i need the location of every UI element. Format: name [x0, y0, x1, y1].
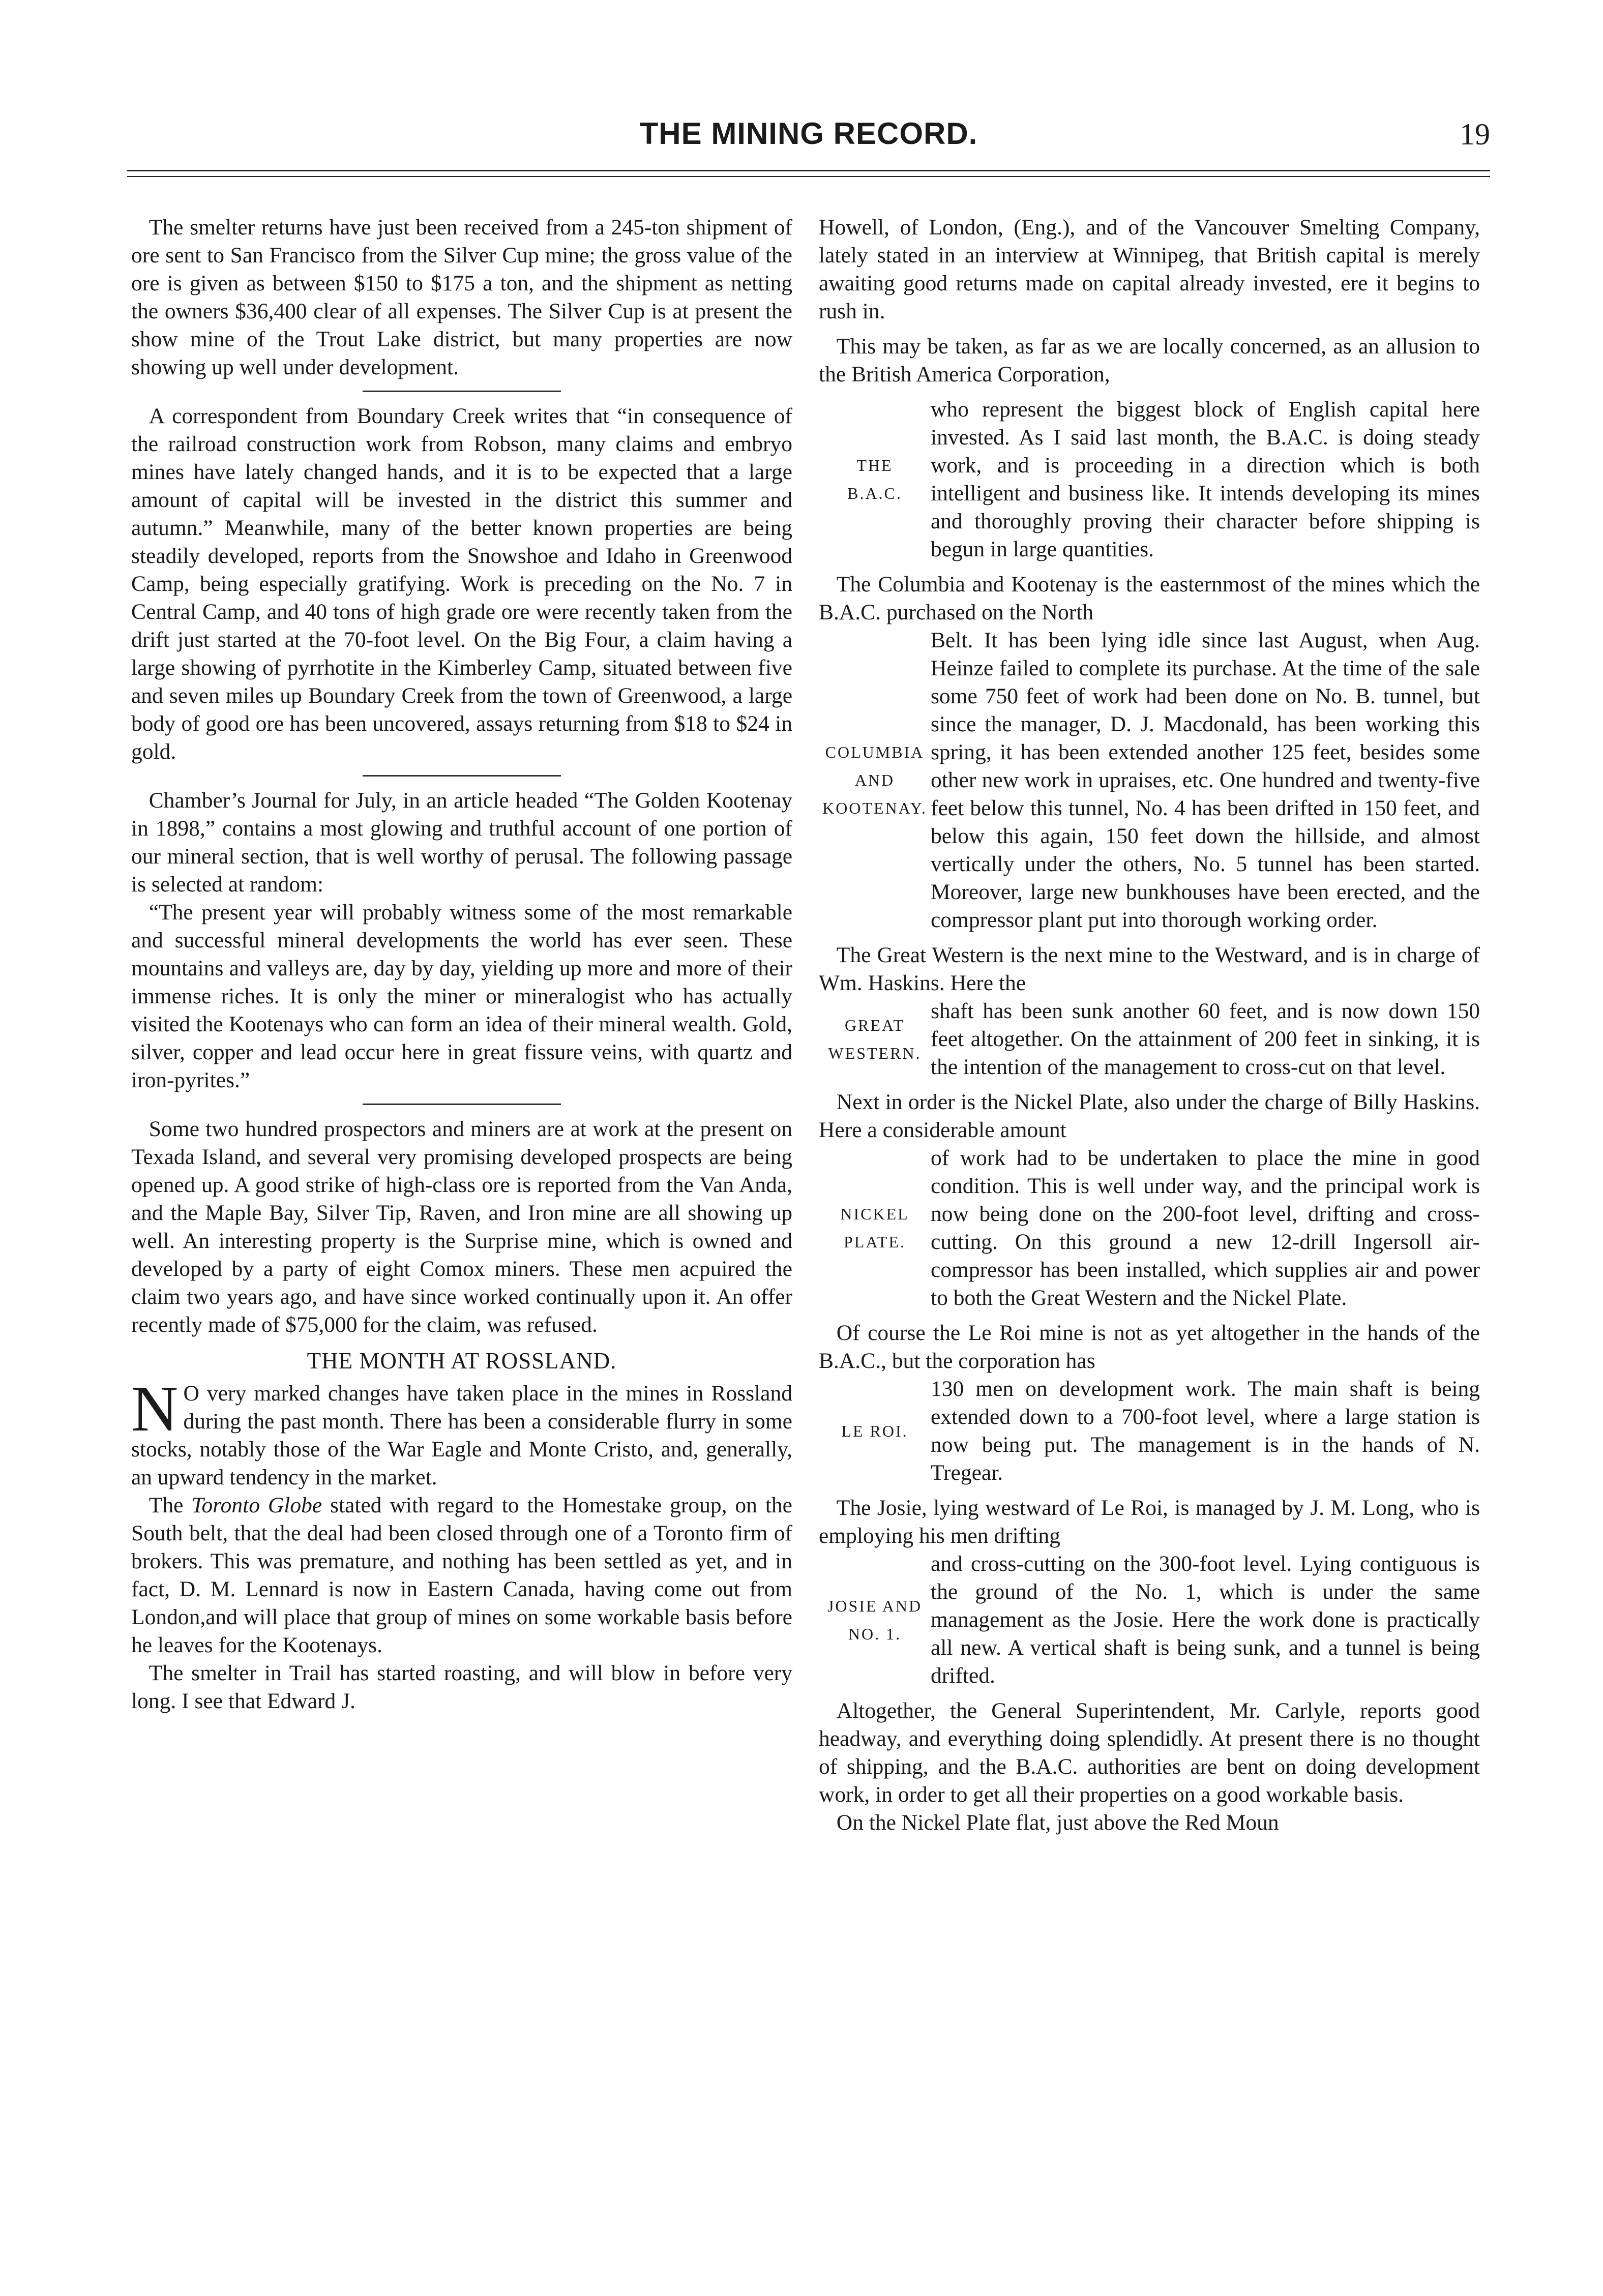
paragraph-nickel-plate-intro: Next in order is the Nickel Plate, also under the charge of Billy Haskins. Here a considerable amount — [819, 1090, 1480, 1142]
newspaper-name: Toronto Globe — [191, 1493, 322, 1517]
side-heading-line: NICKEL — [840, 1205, 909, 1223]
side-heading-line: JOSIE AND — [827, 1596, 923, 1615]
side-heading-line: PLATE. — [844, 1233, 906, 1251]
side-heading-line: THE — [856, 456, 893, 474]
paragraph-carlyle: Altogether, the General Superintendent, Mr. Carlyle, reports good headway, and everything doing splendidly. At present there is no thought of shipping, and the B.A.C. authorities are bent on doing development work, in order to get all their properties on a good workable basis. — [819, 1698, 1480, 1807]
paragraph-great-western-intro: The Great Western is the next mine to the Westward, and is in charge of Wm. Haskins. Here the — [819, 943, 1480, 995]
text-run: stated with regard to the Homestake group, on the South belt, that the deal had been closed through one of a Toronto firm of brokers. This was premature, and nothing has been settled as yet, and in fact, D. M. Lennard is now in Eastern Canada, having come out from London,and will place that group of mines on some workable basis before he leaves for the Kootenays. — [131, 1493, 792, 1657]
side-heading-line: GREAT — [844, 1016, 905, 1034]
side-heading-line: LE ROI. — [841, 1421, 908, 1440]
side-heading-le-roi — [819, 1375, 931, 1487]
journal-title: THE MINING RECORD. — [639, 116, 978, 151]
side-heading-line: B.A.C. — [847, 484, 902, 502]
paragraph-howell: Howell, of London, (Eng.), and of the Vancouver Smelting Company, lately stated in an interview at Winnipeg, that British capital is merely awaiting good returns made on capital already invested, ere it begins to rush in. — [819, 215, 1480, 323]
paragraph-rossland-text: O very marked changes have taken place in the mines in Rossland during the past month. There has been a considerable flurry in some stocks, notably those of the War Eagle and Monte Cristo, and, generally, an upward tendency in the market. — [131, 1381, 792, 1489]
paragraph-le-roi: 130 men on development work. The main shaft is being extended down to a 700-foot level, where a large station is now being put. The management is in the hands of N. Tregear. — [931, 1377, 1480, 1485]
section-nickel-plate — [819, 1144, 1480, 1312]
header-rule — [127, 170, 1490, 171]
paragraph-boundary-creek: A correspondent from Boundary Creek writes that “in consequence of the railroad construction work from Robson, many claims and embryo mines have lately changed hands, and it is to be expected that a large amount of capital will be invested in the district this summer and autumn.” Meanwhile, many of the better known properties are being steadily developed, reports from the Snowshoe and Idaho in Greenwood Camp, being especially gratifying. Work is preceding on the No. 7 in Central Camp, and 40 tons of high grade ore were recently taken from the drift just started at the 70-foot level. On the Big Four, a claim having a large showing of pyrrhotite in the Kimberley Camp, situated between five and seven miles up Boundary Creek from the town of Greenwood, a large body of good ore has been uncovered, assays returning from $18 to $24 in gold. — [131, 404, 792, 764]
paragraph-trail-smelter: The smelter in Trail has started roasting, and will blow in before very long. I see that Edward J. — [131, 1661, 792, 1713]
section-josie — [819, 1550, 1480, 1690]
paragraph-chambers-journal: Chamber’s Journal for July, in an article headed “The Golden Kootenay in 1898,” contains a most glowing and truthful account of one portion of our mineral section, that is well worthy of perusal. The following passage is selected at random: — [131, 788, 792, 897]
paragraph-texada-island: Some two hundred prospectors and miners are at work at the present on Texada Island, and several very promising developed prospects are being opened up. A good strike of high-class ore is reported from the Van Anda, and the Maple Bay, Silver Tip, Raven, and Iron mine are all showing up well. An interesting property is the Surprise mine, which is owned and developed by a party of eight Comox miners. These men acpuired the claim two years ago, and have since worked continually upon it. An offer recently made of $75,000 for the claim, was refused. — [131, 1117, 792, 1337]
side-heading-line: WESTERN. — [828, 1043, 922, 1062]
page-number: 19 — [1460, 117, 1490, 151]
paragraph-silver-cup: The smelter returns have just been received from a 245-ton shipment of ore sent to San Francisco from the Silver Cup mine; the gross value of the ore is given as between $150 to $175 a ton, and the shipment as netting the owners $36,400 clear of all expenses. The Silver Cup is at present the show mine of the Trout Lake district, but many properties are now showing up well under development. — [131, 215, 792, 379]
side-heading-nickel-plate — [819, 1144, 931, 1312]
drop-cap: N — [131, 1373, 179, 1445]
text-run: The — [149, 1493, 192, 1517]
section-columbia-kootenay — [819, 627, 1480, 934]
paragraph-homestake — [131, 1492, 792, 1659]
left-column — [131, 214, 792, 1715]
right-column — [819, 214, 1480, 1837]
side-heading-columbia — [819, 627, 931, 934]
separator-rule — [363, 391, 561, 392]
section-le-roi — [819, 1375, 1480, 1487]
paragraph-nickel-plate-flat: On the Nickel Plate flat, just above the Red Moun — [836, 1810, 1279, 1835]
section-bac — [819, 396, 1480, 563]
separator-rule — [363, 1104, 561, 1105]
paragraph-columbia: Belt. It has been lying idle since last August, when Aug. Heinze failed to complete its purchase. At the time of the sale some 750 feet of work had been done on No. B. tunnel, but since the manager, D. J. Macdonald, has been working this spring, it has been extended another 125 feet, besides some other new work in upraises, etc. One hundred and twenty-five feet below this tunnel, No. 4 has been drifted in 150 feet, and below this again, 150 feet down the hillside, and almost vertically under the others, No. 5 tunnel has been started. Moreover, large new bunkhouses have been erected, and the compressor plant put into thorough working order. — [931, 628, 1480, 932]
side-heading-line: COLUMBIA — [825, 743, 925, 761]
paragraph-columbia-intro: The Columbia and Kootenay is the easternmost of the mines which the B.A.C. purchased on the North — [819, 572, 1480, 624]
paragraph-josie: and cross-cutting on the 300-foot level. Lying contiguous is the ground of the No. 1, which is under the same management as the Josie. Here the work done is practically all new. A vertical shaft is being sunk, and a tunnel is being drifted. — [931, 1552, 1480, 1688]
paragraph-josie-intro: The Josie, lying westward of Le Roi, is managed by J. M. Long, who is employing his men drifting — [819, 1496, 1480, 1548]
header-rule-thin — [127, 176, 1490, 177]
section-great-western — [819, 997, 1480, 1081]
side-heading-line: NO. 1. — [848, 1624, 902, 1643]
side-heading-line: KOOTENAY. — [822, 799, 927, 817]
paragraph-bac-intro: This may be taken, as far as we are locally concerned, as an allusion to the British America Corporation, — [819, 334, 1480, 386]
article-headline: THE MONTH AT ROSSLAND. — [307, 1348, 617, 1374]
paragraph-nickel-plate: of work had to be undertaken to place the mine in good condition. This is well under way, and the principal work is now being done on the 200-foot level, drifting and cross-cutting. On this ground a new 12-drill Ingersoll air-compressor has been installed, which supplies air and power to both the Great Western and the Nickel Plate. — [931, 1146, 1480, 1310]
side-heading-bac — [819, 396, 931, 563]
separator-rule — [363, 775, 561, 777]
paragraph-rossland-intro — [131, 1373, 792, 1492]
paragraph-quotation: “The present year will probably witness some of the most remarkable and successful mineral developments the world has ever seen. These mountains and valleys are, day by day, yielding up more and more of their immense riches. It is only the miner or mineralogist who has actually visited the Kootenays who can form an idea of their mineral wealth. Gold, silver, copper and lead occur here in great fissure veins, with quartz and iron-pyrites.” — [131, 900, 792, 1092]
paragraph-le-roi-intro: Of course the Le Roi mine is not as yet altogether in the hands of the B.A.C., but the corporation has — [819, 1321, 1480, 1373]
side-heading-great-western — [819, 997, 931, 1081]
page-header — [127, 116, 1490, 162]
side-heading-josie — [819, 1550, 931, 1690]
paragraph-bac: who represent the biggest block of English capital here invested. As I said last month, the B.A.C. is doing steady work, and is proceeding in a direction which is both intelligent and business like. It intends developing its mines and thoroughly proving their character before shipping is begun in large quantities. — [931, 397, 1480, 561]
side-heading-line: AND — [854, 771, 895, 789]
paragraph-great-western: shaft has been sunk another 60 feet, and is now down 150 feet altogether. On the attainment of 200 feet in sinking, it is the intention of the management to cross-cut on that level. — [931, 999, 1480, 1079]
